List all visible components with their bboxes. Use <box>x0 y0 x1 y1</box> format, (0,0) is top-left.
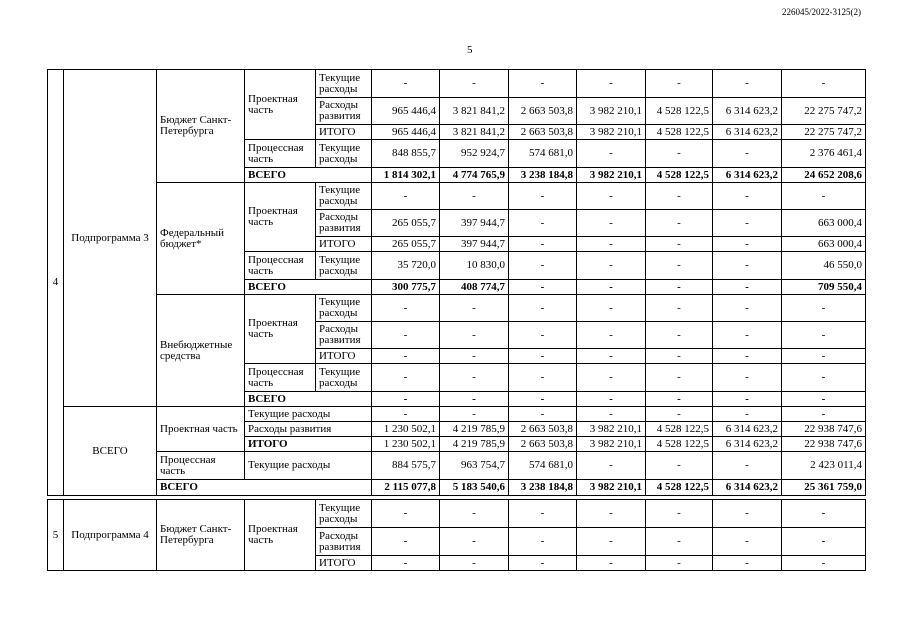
value-cell: - <box>372 392 440 407</box>
row-number: 4 <box>48 70 64 496</box>
value-cell: - <box>440 556 509 571</box>
value-cell: 4 528 122,5 <box>646 422 713 437</box>
expense-type: Текущие расходы <box>245 407 372 422</box>
value-cell: 5 183 540,6 <box>440 480 509 496</box>
value-cell: - <box>372 322 440 349</box>
value-cell: 300 775,7 <box>372 280 440 295</box>
value-cell: - <box>577 500 646 528</box>
value-cell: - <box>713 140 782 168</box>
value-cell: - <box>372 295 440 322</box>
part-label: Процессная часть <box>245 364 316 392</box>
part-label: Проектная часть <box>157 407 245 452</box>
value-cell: - <box>577 452 646 480</box>
value-cell: - <box>646 556 713 571</box>
value-cell: - <box>372 364 440 392</box>
total-label: ВСЕГО <box>245 168 372 183</box>
value-cell: 397 944,7 <box>440 237 509 252</box>
value-cell: 408 774,7 <box>440 280 509 295</box>
value-cell: - <box>440 392 509 407</box>
value-cell: - <box>646 252 713 280</box>
value-cell: - <box>713 528 782 556</box>
part-label: Процессная часть <box>245 252 316 280</box>
value-cell: 10 830,0 <box>440 252 509 280</box>
value-cell: - <box>372 349 440 364</box>
value-cell: - <box>577 252 646 280</box>
value-cell: - <box>577 364 646 392</box>
value-cell: 3 821 841,2 <box>440 125 509 140</box>
value-cell: - <box>646 237 713 252</box>
value-cell: 3 982 210,1 <box>577 168 646 183</box>
value-cell: - <box>440 70 509 98</box>
part-label: Процессная часть <box>245 140 316 168</box>
value-cell: - <box>577 70 646 98</box>
value-cell: - <box>782 322 866 349</box>
value-cell: 2 663 503,8 <box>509 422 577 437</box>
value-cell: - <box>713 392 782 407</box>
value-cell: 2 376 461,4 <box>782 140 866 168</box>
expense-type: ИТОГО <box>245 437 372 452</box>
value-cell: 22 938 747,6 <box>782 422 866 437</box>
table-row <box>48 70 866 98</box>
value-cell: - <box>440 295 509 322</box>
table-row <box>48 407 866 422</box>
expense-type: Расходы развития <box>316 210 372 237</box>
value-cell: - <box>646 70 713 98</box>
value-cell: - <box>577 183 646 210</box>
expense-type: ИТОГО <box>316 237 372 252</box>
value-cell: - <box>782 528 866 556</box>
value-cell: - <box>372 183 440 210</box>
value-cell: 6 314 623,2 <box>713 437 782 452</box>
subprogram-name: Подпрограмма 4 <box>64 500 157 571</box>
value-cell: - <box>509 280 577 295</box>
total-label: ВСЕГО <box>245 392 372 407</box>
subprogram-name: Подпрограмма 3 <box>64 70 157 407</box>
value-cell: 6 314 623,2 <box>713 480 782 496</box>
value-cell: 4 219 785,9 <box>440 422 509 437</box>
value-cell: - <box>782 349 866 364</box>
value-cell: 848 855,7 <box>372 140 440 168</box>
value-cell: - <box>713 70 782 98</box>
value-cell: 574 681,0 <box>509 140 577 168</box>
value-cell: 3 238 184,8 <box>509 168 577 183</box>
row-number: 5 <box>48 500 64 571</box>
value-cell: - <box>782 500 866 528</box>
value-cell: 4 528 122,5 <box>646 480 713 496</box>
value-cell: 574 681,0 <box>509 452 577 480</box>
value-cell: - <box>646 392 713 407</box>
value-cell: - <box>372 528 440 556</box>
value-cell: 22 275 747,2 <box>782 98 866 125</box>
value-cell: 3 982 210,1 <box>577 437 646 452</box>
value-cell: - <box>782 556 866 571</box>
value-cell: - <box>509 237 577 252</box>
value-cell: 4 774 765,9 <box>440 168 509 183</box>
total-block-label: ВСЕГО <box>64 407 157 496</box>
expense-type: Текущие расходы <box>245 452 372 480</box>
value-cell: 4 219 785,9 <box>440 437 509 452</box>
value-cell: 2 663 503,8 <box>509 125 577 140</box>
expense-type: ИТОГО <box>316 349 372 364</box>
expense-type: Текущие расходы <box>316 364 372 392</box>
value-cell: 6 314 623,2 <box>713 125 782 140</box>
value-cell: - <box>713 237 782 252</box>
table-row <box>48 500 866 528</box>
value-cell: 265 055,7 <box>372 237 440 252</box>
expense-type: Текущие расходы <box>316 252 372 280</box>
funding-source: Бюджет Санкт-Петербурга <box>157 500 245 571</box>
value-cell: - <box>577 528 646 556</box>
value-cell: 24 652 208,6 <box>782 168 866 183</box>
value-cell: - <box>577 556 646 571</box>
value-cell: - <box>440 364 509 392</box>
table-row <box>48 452 866 480</box>
value-cell: - <box>509 295 577 322</box>
total-label: ВСЕГО <box>157 480 372 496</box>
value-cell: 1 230 502,1 <box>372 437 440 452</box>
value-cell: 2 423 011,4 <box>782 452 866 480</box>
value-cell: - <box>509 364 577 392</box>
value-cell: - <box>509 322 577 349</box>
value-cell: 2 663 503,8 <box>509 437 577 452</box>
value-cell: 952 924,7 <box>440 140 509 168</box>
value-cell: - <box>509 528 577 556</box>
value-cell: - <box>713 452 782 480</box>
expense-type: Текущие расходы <box>316 295 372 322</box>
value-cell: - <box>713 407 782 422</box>
value-cell: 965 446,4 <box>372 98 440 125</box>
value-cell: - <box>782 70 866 98</box>
part-label: Проектная часть <box>245 183 316 252</box>
value-cell: - <box>509 556 577 571</box>
expense-type: Расходы развития <box>316 98 372 125</box>
expense-type: ИТОГО <box>316 556 372 571</box>
value-cell: 4 528 122,5 <box>646 125 713 140</box>
value-cell: 965 446,4 <box>372 125 440 140</box>
value-cell: 709 550,4 <box>782 280 866 295</box>
value-cell: - <box>646 528 713 556</box>
value-cell: - <box>782 392 866 407</box>
value-cell: 884 575,7 <box>372 452 440 480</box>
value-cell: 1 230 502,1 <box>372 422 440 437</box>
value-cell: - <box>509 252 577 280</box>
value-cell: - <box>577 237 646 252</box>
expense-type: Текущие расходы <box>316 183 372 210</box>
value-cell: - <box>577 407 646 422</box>
value-cell: - <box>646 140 713 168</box>
value-cell: - <box>372 556 440 571</box>
value-cell: - <box>713 183 782 210</box>
value-cell: - <box>577 392 646 407</box>
value-cell: - <box>440 528 509 556</box>
value-cell: - <box>782 295 866 322</box>
value-cell: 6 314 623,2 <box>713 422 782 437</box>
value-cell: - <box>713 252 782 280</box>
value-cell: - <box>782 364 866 392</box>
value-cell: - <box>646 364 713 392</box>
value-cell: - <box>713 349 782 364</box>
value-cell: - <box>646 500 713 528</box>
value-cell: - <box>646 295 713 322</box>
value-cell: - <box>646 452 713 480</box>
value-cell: 22 275 747,2 <box>782 125 866 140</box>
page-number: 5 <box>467 44 473 56</box>
part-label: Проектная часть <box>245 500 316 571</box>
value-cell: 3 982 210,1 <box>577 125 646 140</box>
value-cell: 1 814 302,1 <box>372 168 440 183</box>
expense-type: Расходы развития <box>245 422 372 437</box>
value-cell: - <box>782 407 866 422</box>
value-cell: - <box>646 322 713 349</box>
value-cell: 663 000,4 <box>782 237 866 252</box>
value-cell: - <box>713 295 782 322</box>
value-cell: - <box>713 322 782 349</box>
value-cell: 6 314 623,2 <box>713 168 782 183</box>
part-label: Проектная часть <box>245 70 316 140</box>
value-cell: - <box>713 210 782 237</box>
table-row <box>48 183 866 210</box>
funding-source: Бюджет Санкт-Петербурга <box>157 70 245 183</box>
value-cell: - <box>372 407 440 422</box>
value-cell: - <box>440 500 509 528</box>
value-cell: 397 944,7 <box>440 210 509 237</box>
value-cell: - <box>372 500 440 528</box>
table-row <box>48 480 866 496</box>
expense-type: Текущие расходы <box>316 70 372 98</box>
value-cell: - <box>440 349 509 364</box>
value-cell: 46 550,0 <box>782 252 866 280</box>
value-cell: - <box>713 280 782 295</box>
expense-type: Расходы развития <box>316 322 372 349</box>
value-cell: - <box>509 70 577 98</box>
value-cell: 2 663 503,8 <box>509 98 577 125</box>
funding-source: Федеральный бюджет* <box>157 183 245 295</box>
value-cell: - <box>509 500 577 528</box>
value-cell: - <box>713 556 782 571</box>
value-cell: 963 754,7 <box>440 452 509 480</box>
value-cell: 4 528 122,5 <box>646 168 713 183</box>
value-cell: - <box>577 210 646 237</box>
value-cell: - <box>646 407 713 422</box>
value-cell: - <box>509 392 577 407</box>
value-cell: 4 528 122,5 <box>646 437 713 452</box>
value-cell: - <box>713 364 782 392</box>
part-label: Проектная часть <box>245 295 316 364</box>
value-cell: 3 821 841,2 <box>440 98 509 125</box>
value-cell: - <box>440 183 509 210</box>
expense-type: Текущие расходы <box>316 140 372 168</box>
value-cell: - <box>440 322 509 349</box>
value-cell: - <box>577 349 646 364</box>
value-cell: 265 055,7 <box>372 210 440 237</box>
value-cell: 3 982 210,1 <box>577 480 646 496</box>
value-cell: - <box>372 70 440 98</box>
expense-type: ИТОГО <box>316 125 372 140</box>
budget-table <box>47 69 866 571</box>
value-cell: 3 982 210,1 <box>577 98 646 125</box>
value-cell: - <box>577 322 646 349</box>
value-cell: - <box>509 407 577 422</box>
funding-source: Внебюджетные средства <box>157 295 245 407</box>
value-cell: - <box>509 210 577 237</box>
value-cell: 6 314 623,2 <box>713 98 782 125</box>
value-cell: 35 720,0 <box>372 252 440 280</box>
value-cell: - <box>440 407 509 422</box>
value-cell: 3 238 184,8 <box>509 480 577 496</box>
value-cell: - <box>646 349 713 364</box>
value-cell: 663 000,4 <box>782 210 866 237</box>
value-cell: - <box>713 500 782 528</box>
value-cell: 4 528 122,5 <box>646 98 713 125</box>
value-cell: - <box>509 183 577 210</box>
expense-type: Текущие расходы <box>316 500 372 528</box>
value-cell: 25 361 759,0 <box>782 480 866 496</box>
value-cell: - <box>577 140 646 168</box>
value-cell: 22 938 747,6 <box>782 437 866 452</box>
value-cell: - <box>509 349 577 364</box>
value-cell: - <box>782 183 866 210</box>
value-cell: - <box>646 210 713 237</box>
document-number: 226045/2022-3125(2) <box>782 7 861 17</box>
value-cell: 3 982 210,1 <box>577 422 646 437</box>
table-row <box>48 295 866 322</box>
value-cell: - <box>577 295 646 322</box>
value-cell: - <box>646 280 713 295</box>
part-label: Процессная часть <box>157 452 245 480</box>
value-cell: - <box>646 183 713 210</box>
total-label: ВСЕГО <box>245 280 372 295</box>
expense-type: Расходы развития <box>316 528 372 556</box>
value-cell: - <box>577 280 646 295</box>
value-cell: 2 115 077,8 <box>372 480 440 496</box>
